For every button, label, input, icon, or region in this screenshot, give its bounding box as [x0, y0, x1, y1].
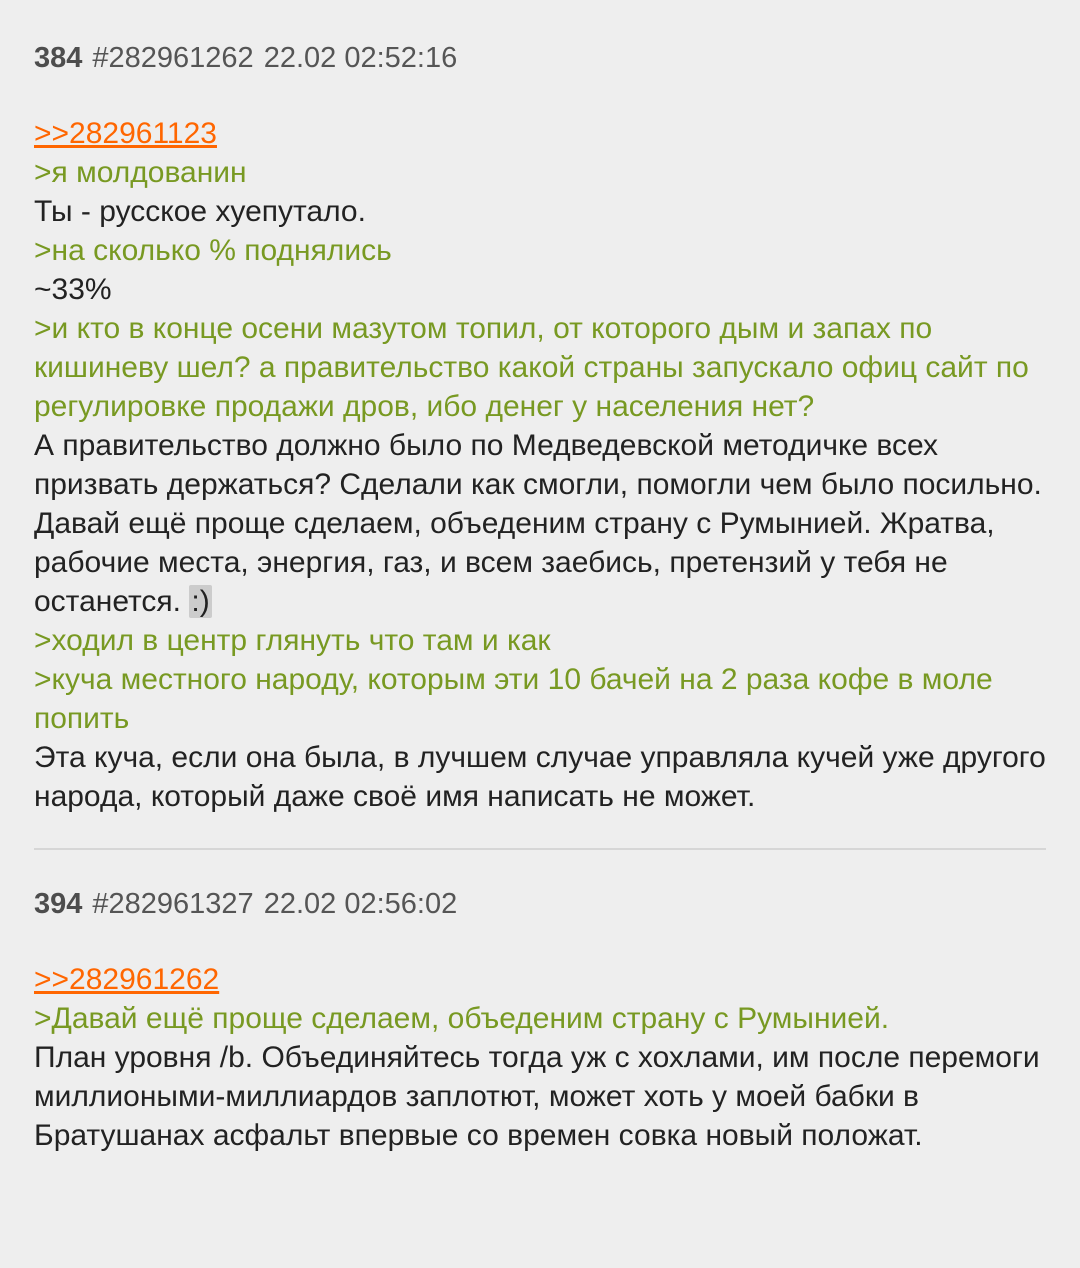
greentext-line: >и кто в конце осени мазутом топил, от которого дым и запах по кишиневу шел? а правительство какой страны запускало офиц сайт по регулировке продажи дров, ибо денег у населения нет?: [34, 312, 1029, 423]
greentext-line: >на сколько % поднялись: [34, 234, 392, 267]
text-line: А правительство должно было по Медведевской методичке всех призвать держаться? Сделали как смогли, помогли чем было посильно.: [34, 429, 1042, 501]
spoiler[interactable]: :): [191, 585, 210, 618]
post-number: 384: [34, 42, 83, 74]
greentext-line: >куча местного народу, которым эти 10 бачей на 2 раза кофе в моле попить: [34, 663, 993, 735]
post-datetime: 22.02 02:56:02: [263, 888, 458, 920]
post-header: [34, 884, 1046, 924]
post-datetime: 22.02 02:52:16: [263, 42, 458, 74]
post-id[interactable]: #282961327: [92, 888, 254, 920]
text-line: Ты - русское хуепутало.: [34, 195, 366, 228]
reply-link[interactable]: >>282961262: [34, 963, 220, 996]
post: [34, 850, 1046, 1155]
text-line-with-spoiler: [34, 504, 1046, 621]
text-line: План уровня /b. Объединяйтесь тогда уж с хохлами, им после перемоги миллиоными-миллиардов заплотют, может хоть у моей бабки в Братушанах асфальт впервые со времен совка новый положат.: [34, 1041, 1040, 1152]
post-header: [34, 38, 1046, 78]
post-body: [34, 960, 1046, 1155]
post-id[interactable]: #282961262: [92, 42, 254, 74]
text-line: ~33%: [34, 273, 112, 306]
text-segment: Давай ещё проще сделаем, объеденим страну с Румынией. Жратва, рабочие места, энергия, газ, и всем заебись, претензий у тебя не останется.: [34, 507, 995, 618]
post-number: 394: [34, 888, 83, 920]
greentext-line: >я молдованин: [34, 156, 247, 189]
reply-link[interactable]: >>282961123: [34, 117, 217, 150]
text-line: Эта куча, если она была, в лучшем случае управляла кучей уже другого народа, который даже своё имя написать не может.: [34, 741, 1046, 813]
greentext-line: >Давай ещё проще сделаем, объеденим страну с Румынией.: [34, 1002, 890, 1035]
post: [34, 0, 1046, 850]
post-body: [34, 114, 1046, 816]
greentext-line: >ходил в центр глянуть что там и как: [34, 624, 551, 657]
